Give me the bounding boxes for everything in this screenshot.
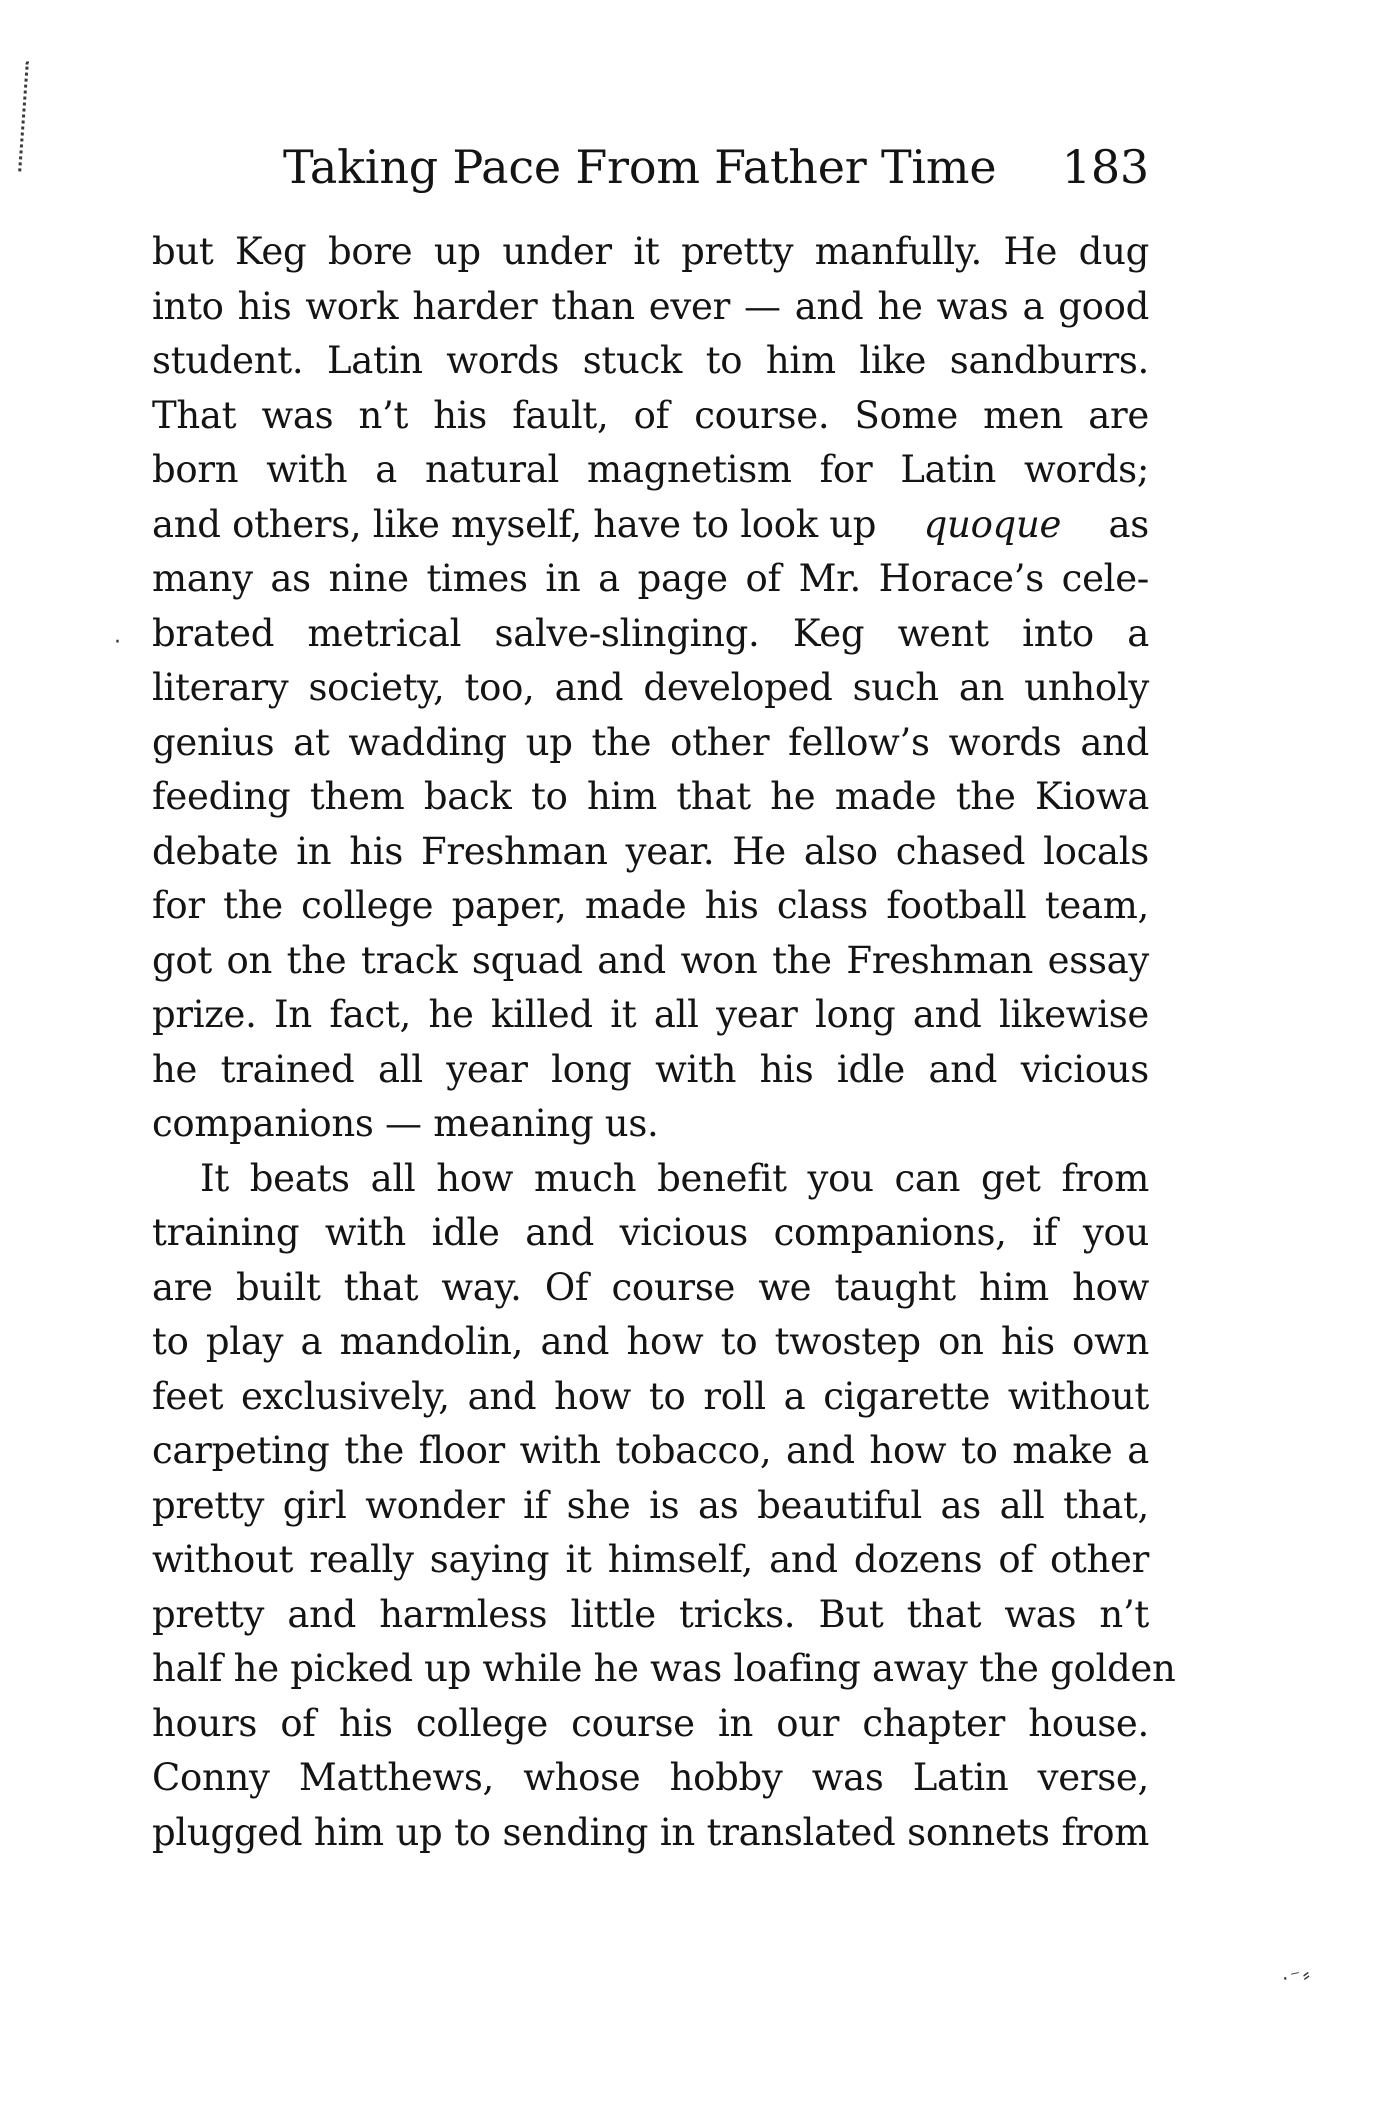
text-line: got on the track squad and won the Freshman essay: [152, 938, 1149, 982]
text-line: companions — meaning us.: [152, 1102, 659, 1145]
text-line: hours of his college course in our chapter house.: [152, 1701, 1149, 1745]
text-line: but Keg bore up under it pretty manfully. He dug: [152, 230, 1149, 273]
text-line: to play a mandolin, and how to twostep on his own: [152, 1320, 1149, 1363]
text-line: are built that way. Of course we taught him how: [152, 1265, 1149, 1309]
text-line: feet exclusively, and how to roll a cigarette without: [152, 1374, 1149, 1418]
text-line: It beats all how much benefit you can get from: [200, 1156, 1149, 1200]
text-line: pretty girl wonder if she is as beautiful as all that,: [152, 1483, 1149, 1527]
text-line: many as nine times in a page of Mr. Horace’s cele-: [152, 557, 1149, 600]
body-text: [152, 225, 1176, 1860]
text-line: literary society, too, and developed such an unholy: [152, 666, 1149, 709]
text-line: pretty and harmless little tricks. But that was n’t: [152, 1592, 1149, 1636]
text-line-with-italic: [152, 498, 1149, 553]
corner-specks: ·⁻⸗: [1279, 1961, 1314, 1991]
text-line-part: and others, like myself, have to look up: [152, 502, 877, 546]
margin-dot: ·: [114, 630, 121, 655]
text-line: brated metrical salve-slinging. Keg went into a: [152, 611, 1149, 655]
text-line: debate in his Freshman year. He also chased locals: [152, 829, 1149, 873]
text-line: training with idle and vicious companions, if you: [152, 1211, 1149, 1254]
text-line: into his work harder than ever — and he was a good: [152, 284, 1149, 328]
text-line: born with a natural magnetism for Latin words;: [152, 448, 1149, 491]
text-line: for the college paper, made his class football team,: [152, 884, 1149, 927]
text-line-part: as: [1108, 502, 1149, 546]
text-line: prize. In fact, he killed it all year long and likewise: [152, 993, 1149, 1036]
running-header: [283, 140, 1149, 194]
text-line: half he picked up while he was loafing away the golden: [152, 1647, 1176, 1690]
text-line: without really saying it himself, and dozens of other: [152, 1538, 1149, 1581]
italic-word: quoque: [923, 502, 1062, 546]
text-line: genius at wadding up the other fellow’s words and: [152, 720, 1149, 764]
text-line: student. Latin words stuck to him like sandburrs.: [152, 339, 1149, 382]
text-line: he trained all year long with his idle and vicious: [152, 1047, 1149, 1091]
page-number: 183: [1061, 140, 1149, 194]
text-line: carpeting the floor with tobacco, and how to make a: [152, 1429, 1149, 1472]
margin-scribble: [18, 62, 43, 173]
text-line: That was n’t his fault, of course. Some men are: [152, 393, 1149, 437]
text-line: Conny Matthews, whose hobby was Latin verse,: [152, 1756, 1149, 1799]
running-title: Taking Pace From Father Time: [283, 140, 997, 194]
text-line: feeding them back to him that he made the Kiowa: [152, 775, 1149, 818]
text-line: plugged him up to sending in translated sonnets from: [152, 1810, 1149, 1854]
